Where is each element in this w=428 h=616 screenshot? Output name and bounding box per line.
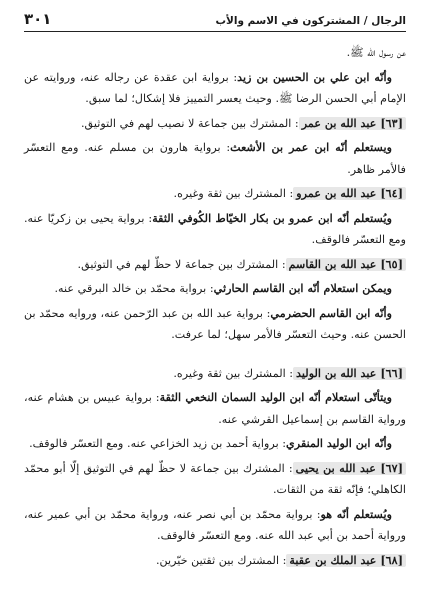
entry-name: عبد الله بن الوليد bbox=[296, 365, 377, 380]
entry-name: عبد الله بن القاسم bbox=[288, 256, 377, 271]
lead-phrase: ويُستعلم أنّه هو bbox=[320, 506, 393, 521]
paragraph bbox=[24, 137, 406, 180]
running-title: الرجال / المشتركون في الاسم والأب bbox=[215, 15, 406, 27]
lead-phrase: ويُستعلم أنّه ابن عمرو بن بكار الخيّاط الكُوفي الثقة bbox=[152, 210, 392, 225]
entry-name: عبد الملك بن عقبة bbox=[289, 552, 377, 567]
entry-heading bbox=[293, 187, 406, 200]
paragraph-text: : برواية عبد الله بن عبد الرّحمن عنه، وروايه محمّد بن الحسن عنه. وحيث التعسّر فالأمر سهل؛ لما عرفت. bbox=[24, 306, 406, 341]
lead-phrase: وأنّه ابن الوليد المنقري bbox=[286, 436, 392, 450]
paragraph bbox=[24, 67, 406, 110]
paragraph bbox=[24, 303, 406, 346]
lead-phrase: وأنّه ابن القاسم الحضرمي bbox=[270, 305, 392, 320]
paragraph bbox=[24, 278, 406, 300]
paragraph-text: : برواية محمّد بن أبي نصر عنه، ورواية محمّد بن أبي عمير عنه، ورواية أحمد بن أبي عبد الله عنه. ومع التعسّر فالوقف. bbox=[24, 507, 406, 542]
paragraph-text: : برواية هارون بن مسلم عنه. ومع التعسّر فالأمر ظاهر. bbox=[24, 141, 406, 176]
entry-name: عبد الله بن يحيى bbox=[295, 460, 376, 475]
entry-number: [٦٧] bbox=[375, 460, 403, 475]
entry-heading bbox=[293, 462, 406, 475]
paragraph-text: : برواية ابن عقدة عن رجاله عنه، وروايته عن الإمام أبي الحسن الرضا ﷺ. وحيث يعسر التمييز فلا إشكال؛ لما سبق. bbox=[24, 70, 406, 105]
entry-heading-paragraph bbox=[24, 550, 406, 572]
entry-heading bbox=[286, 554, 406, 567]
lead-phrase: ويستعلم أنّه ابن عمر بن الأشعث bbox=[230, 140, 392, 154]
paragraph bbox=[24, 433, 406, 455]
paragraph bbox=[24, 42, 406, 64]
paragraph-text: : برواية يحيى بن زكريّا عنه. ومع التعسّر فالوقف. bbox=[24, 211, 406, 246]
entry-heading-paragraph bbox=[24, 254, 406, 276]
entry-heading bbox=[286, 258, 406, 271]
paragraph bbox=[24, 387, 406, 430]
entry-text: : المشترك بين ثقتين خيّرين. bbox=[155, 553, 287, 567]
entry-text: : المشترك بين ثقة وغيره. bbox=[173, 187, 294, 200]
entry-heading-paragraph bbox=[24, 363, 406, 385]
entry-text: : المشترك بين جماعة لا حظّ لهم في التوثيق. bbox=[77, 257, 286, 271]
entry-heading-paragraph bbox=[24, 458, 406, 501]
entry-text: : المشترك بين ثقة وغيره. bbox=[173, 366, 294, 380]
entry-text: : المشترك بين جماعة لا نصيب لهم في التوثيق. bbox=[80, 116, 299, 130]
lead-phrase: ويتأتّى استعلام أنّه ابن الوليد السمان النخعي الثقة bbox=[159, 390, 393, 404]
entry-heading-paragraph bbox=[24, 113, 406, 135]
entry-number: [٦٤] bbox=[376, 186, 403, 200]
paragraph-text: : برواية أحمد بن زيد الخزاعي عنه. ومع التعسّر فالوقف. bbox=[29, 437, 287, 450]
page-body bbox=[24, 42, 406, 571]
section-gap bbox=[24, 349, 406, 363]
page-header bbox=[24, 10, 406, 32]
paragraph-text: عن رسول الله ﷺ. bbox=[346, 46, 406, 59]
entry-number: [٦٦] bbox=[376, 365, 403, 380]
paragraph-text: : برواية محمّد بن خالد البرقي عنه. bbox=[54, 282, 214, 295]
paragraph bbox=[24, 504, 406, 547]
lead-phrase: وأنّه ابن علي بن الحسين بن زيد bbox=[237, 69, 392, 84]
lead-phrase: ويمكن استعلام أنّه ابن القاسم الحارثي bbox=[213, 281, 392, 295]
entry-number: [٦٥] bbox=[376, 256, 403, 271]
entry-name: عبد الله بن عمرو bbox=[296, 186, 377, 200]
paragraph bbox=[24, 208, 406, 251]
entry-heading-paragraph bbox=[24, 183, 406, 205]
entry-name: عبد الله بن عمر bbox=[301, 115, 377, 130]
page-number: ٣٠١ bbox=[24, 10, 52, 28]
entry-text: : المشترك بين جماعة لا حظّ لهم في التوثيق إلّا أبو محمّد الكاهلي؛ فإنّه ثقة من الثقات. bbox=[24, 461, 406, 496]
entry-heading bbox=[299, 117, 406, 130]
paragraph-text: : برواية عبيس بن هشام عنه، ورواية القاسم بن إسماعيل القرشي عنه. bbox=[24, 391, 406, 426]
entry-number: [٦٨] bbox=[376, 552, 403, 567]
entry-heading bbox=[293, 367, 406, 380]
entry-number: [٦٣] bbox=[376, 115, 403, 130]
